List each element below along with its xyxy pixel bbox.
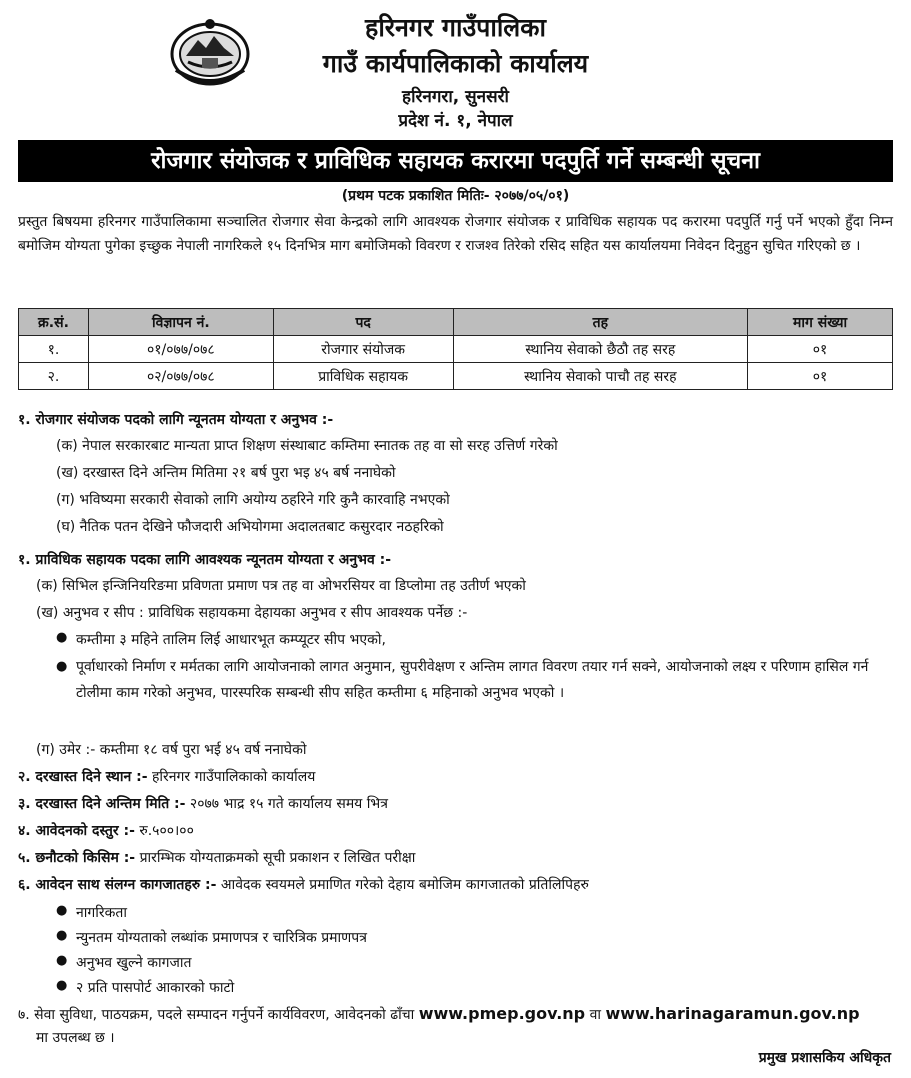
assistant-item-ga: (ग) उमेर :- कम्तीमा १८ वर्ष पुरा भई ४५ वर्ष ननाघेको xyxy=(36,742,307,758)
document-bullet-photo: ● २ प्रति पासपोर्ट आकारको फाटो xyxy=(76,978,234,997)
more-info-line-2: मा उपलब्ध छ । xyxy=(36,1030,115,1046)
document-bullet-experience: ● अनुभव खुल्ने कागजात xyxy=(76,953,191,972)
intro-paragraph: प्रस्तुत बिषयमा हरिनगर गाउँपालिकामा सञ्चालित रोजगार सेवा केन्द्रको लागि आवश्यक रोजगार संयोजक र प्राविधिक सहायक पद करारमा पदपुर्ति गर्नु पर्ने भएको हुँदा निम्न बमोजिम योग्यता पुगेका इच्छुक नेपाली नागरिकले १५ दिनभित्र माग बमोजिमको विवरण र राजश्व तिरेको रसिद सहित यस कार्यालयमा निवेदन दिनुहुन सुचित गरिएको छ । xyxy=(18,214,893,254)
application-deadline-label: ३. दरखास्त दिने अन्तिम मिति :- xyxy=(18,796,186,812)
application-place-label: २. दरखास्त दिने स्थान :- xyxy=(18,769,148,785)
cell-post: प्राविधिक सहायक xyxy=(273,363,453,390)
cell-serial: २. xyxy=(19,363,89,390)
coordinator-item-kha: (ख) दरखास्त दिने अन्तिम मितिमा २१ बर्ष पुरा भइ ४५ बर्ष ननाघेको xyxy=(56,465,396,481)
coordinator-item-ka: (क) नेपाल सरकारबाट मान्यता प्राप्त शिक्षण संस्थाबाट कम्तिमा स्नातक तह वा सो सरह उत्तिर्ण गरेको xyxy=(56,438,558,454)
selection-method xyxy=(18,848,893,867)
office-location: हरिनगरा, सुनसरी xyxy=(402,87,509,107)
application-fee-value: रु.५००।०० xyxy=(134,823,194,839)
municipality-name: हरिनगर गाउँपालिका xyxy=(365,13,546,42)
cell-post: रोजगार संयोजक xyxy=(273,336,453,363)
col-header-count: माग संख्या xyxy=(748,309,893,336)
coordinator-item-ga: (ग) भविष्यमा सरकारी सेवाको लागि अयोग्य ठहरिने गरि कुनै कारवाहि नभएको xyxy=(56,492,450,508)
selection-method-label: ५. छनौटको किसिम :- xyxy=(18,850,136,866)
application-deadline-value: २०७७ भाद्र १५ गते कार्यालय समय भित्र xyxy=(185,796,388,812)
publish-date: (प्रथम पटक प्रकाशित मितिः- २०७७/०५/०१) xyxy=(341,188,570,204)
application-deadline xyxy=(18,794,893,813)
cell-count: ०१ xyxy=(748,363,893,390)
application-fee-label: ४. आवेदनको दस्तुर :- xyxy=(18,823,135,839)
col-header-level: तह xyxy=(453,309,748,336)
cell-level: स्थानिय सेवाको छैठौ तह सरह xyxy=(453,336,748,363)
assistant-skill-bullet-2: ● पूर्वाधारको निर्माण र मर्मतका लागि आयोजनाको लागत अनुमान, सुपरीवेक्षण र अन्तिम लागत विवरण तयार गर्न सक्ने, आयोजनाको लक्ष्य र परिणाम हासिल गर्न टोलीमा काम गरेको अनुभव, पारस्परिक सम्बन्धी सीप सहित कम्तीमा ६ महिनाको अनुभव भएको । xyxy=(76,654,893,706)
cell-ad-no: ०१/०७७/०७८ xyxy=(88,336,273,363)
document-bullet-certificates: ● न्युनतम योग्यताको लब्धांक प्रमाणपत्र र चारित्रिक प्रमाणपत्र xyxy=(76,928,367,947)
pmep-link[interactable]: www.pmep.gov.np xyxy=(418,1004,586,1023)
application-fee xyxy=(18,821,893,840)
municipality-link[interactable]: www.harinagaramun.gov.np xyxy=(605,1004,860,1023)
col-header-ad-no: विज्ञापन नं. xyxy=(88,309,273,336)
application-place xyxy=(18,767,893,786)
province: प्रदेश नं. १, नेपाल xyxy=(398,111,513,131)
more-info-text: ७. सेवा सुविधा, पाठयक्रम, पदले सम्पादन गर्नुपर्ने कार्यविवरण, आवेदनको ढाँचा xyxy=(18,1007,419,1023)
assistant-item-kha: (ख) अनुभव र सीप : प्राविधिक सहायकमा देहायका अनुभव र सीप आवश्यक पर्नेछ :- xyxy=(36,605,468,621)
col-header-serial: क्र.सं. xyxy=(19,309,89,336)
cell-level: स्थानिय सेवाको पाचौ तह सरह xyxy=(453,363,748,390)
office-name: गाउँ कार्यपालिकाको कार्यालय xyxy=(322,49,589,78)
table-row xyxy=(19,363,893,390)
cell-count: ०१ xyxy=(748,336,893,363)
table-row xyxy=(19,336,893,363)
attached-documents-label: ६. आवेदन साथ संलग्न कागजातहरु :- xyxy=(18,877,217,893)
cell-serial: १. xyxy=(19,336,89,363)
signature-title: प्रमुख प्रशासकिय अधिकृत xyxy=(758,1050,891,1066)
document-bullet-citizenship: ● नागरिकता xyxy=(76,903,127,922)
more-info xyxy=(18,1004,893,1024)
assistant-skill-bullet-1: ● कम्तीमा ३ महिने तालिम लिई आधारभूत कम्प्यूटर सीप भएको, xyxy=(76,630,386,649)
section-coordinator-title: १. रोजगार संयोजक पदको लागि न्यूनतम योग्यता र अनुभव :- xyxy=(18,412,334,428)
attached-documents-value: आवेदक स्वयमले प्रमाणित गरेको देहाय बमोजिम कागजातको प्रतिलिपिहरु xyxy=(216,877,589,893)
selection-method-value: प्रारम्भिक योग्यताक्रमको सूची प्रकाशन र लिखित परीक्षा xyxy=(135,850,416,866)
cell-ad-no: ०२/०७७/०७८ xyxy=(88,363,273,390)
vacancy-table xyxy=(18,308,893,390)
table-header-row xyxy=(19,309,893,336)
col-header-post: पद xyxy=(273,309,453,336)
notice-title: रोजगार संयोजक र प्राविधिक सहायक करारमा पदपुर्ति गर्ने सम्बन्धी सूचना xyxy=(18,140,893,182)
or-text: वा xyxy=(585,1007,606,1023)
application-place-value: हरिनगर गाउँपालिकाको कार्यालय xyxy=(147,769,316,785)
assistant-item-ka: (क) सिभिल इन्जिनियरिङमा प्रविणता प्रमाण पत्र तह वा ओभरसियर वा डिप्लोमा तह उतीर्ण भएको xyxy=(36,578,526,594)
attached-documents xyxy=(18,875,893,894)
section-assistant-title: १. प्राविधिक सहायक पदका लागि आवश्यक न्यूनतम योग्यता र अनुभव :- xyxy=(18,552,392,568)
coordinator-item-gha: (घ) नैतिक पतन देखिने फौजदारी अभियोगमा अदालतबाट कसुरदार नठहरिको xyxy=(56,519,444,535)
